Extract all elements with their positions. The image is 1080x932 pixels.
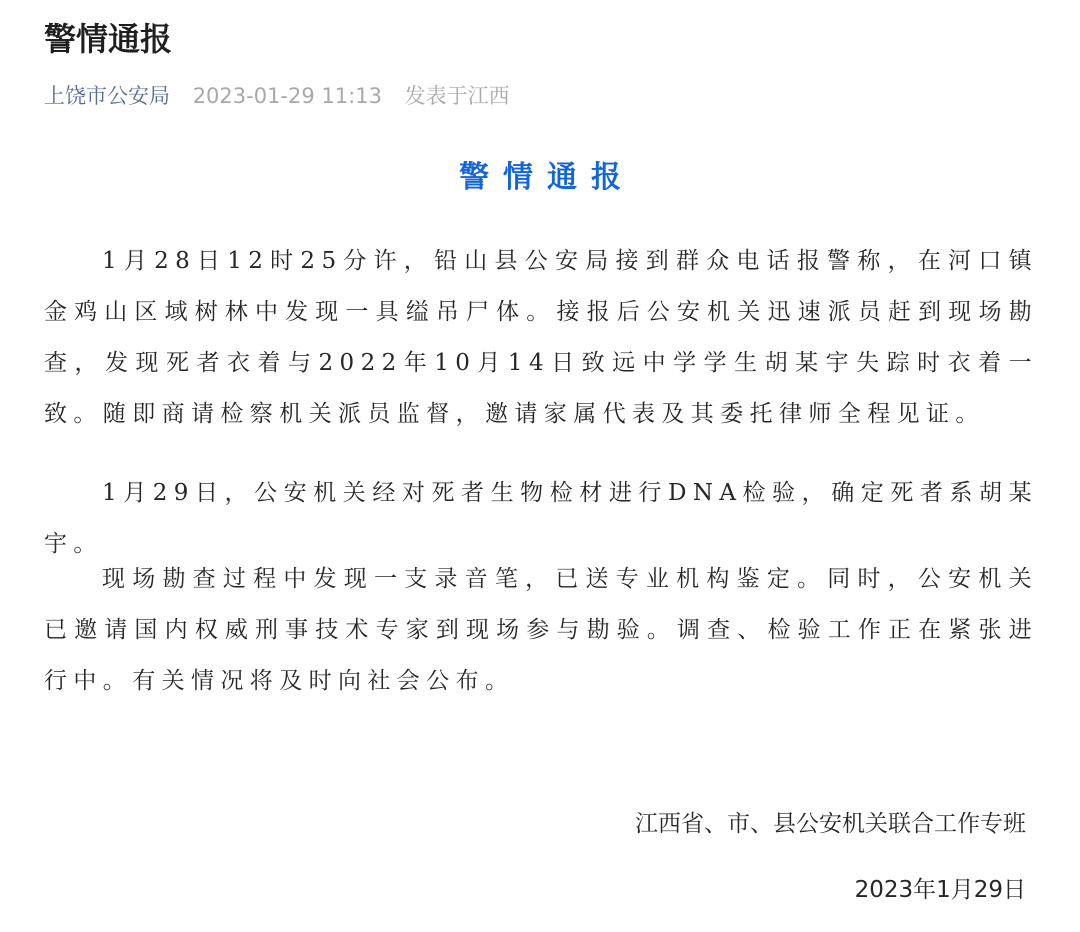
- article-paragraph: 1月28日12时25分许，铅山县公安局接到群众电话报警称，在河口镇金鸡山区域树林中发现一具缢吊尸体。接报后公安机关迅速派员赶到现场勘查，发现死者衣着与2022年10月14日致远中学学生胡某宇失踪时衣着一致。随即商请检察机关派员监督，邀请家属代表及其委托律师全程见证。: [44, 248, 1038, 427]
- account-name-link[interactable]: 上饶市公安局: [44, 84, 170, 108]
- article-sign-date: 2023年1月29日: [854, 877, 1026, 903]
- article-signature: 江西省、市、县公安机关联合工作专班: [635, 811, 1026, 837]
- publish-location: 发表于江西: [404, 84, 510, 108]
- article-meta: [44, 80, 510, 112]
- publish-datetime: 2023-01-29 11:13: [192, 84, 382, 108]
- article-paragraph: 1月29日，公安机关经对死者生物检材进行DNA检验，确定死者系胡某宇。: [44, 480, 1038, 557]
- article-heading: 警情通报: [459, 160, 635, 195]
- page-title: 警情通报: [44, 20, 173, 58]
- article-paragraph: 现场勘查过程中发现一支录音笔，已送专业机构鉴定。同时，公安机关已邀请国内权威刑事技术专家到现场参与勘验。调查、检验工作正在紧张进行中。有关情况将及时向社会公布。: [44, 566, 1038, 694]
